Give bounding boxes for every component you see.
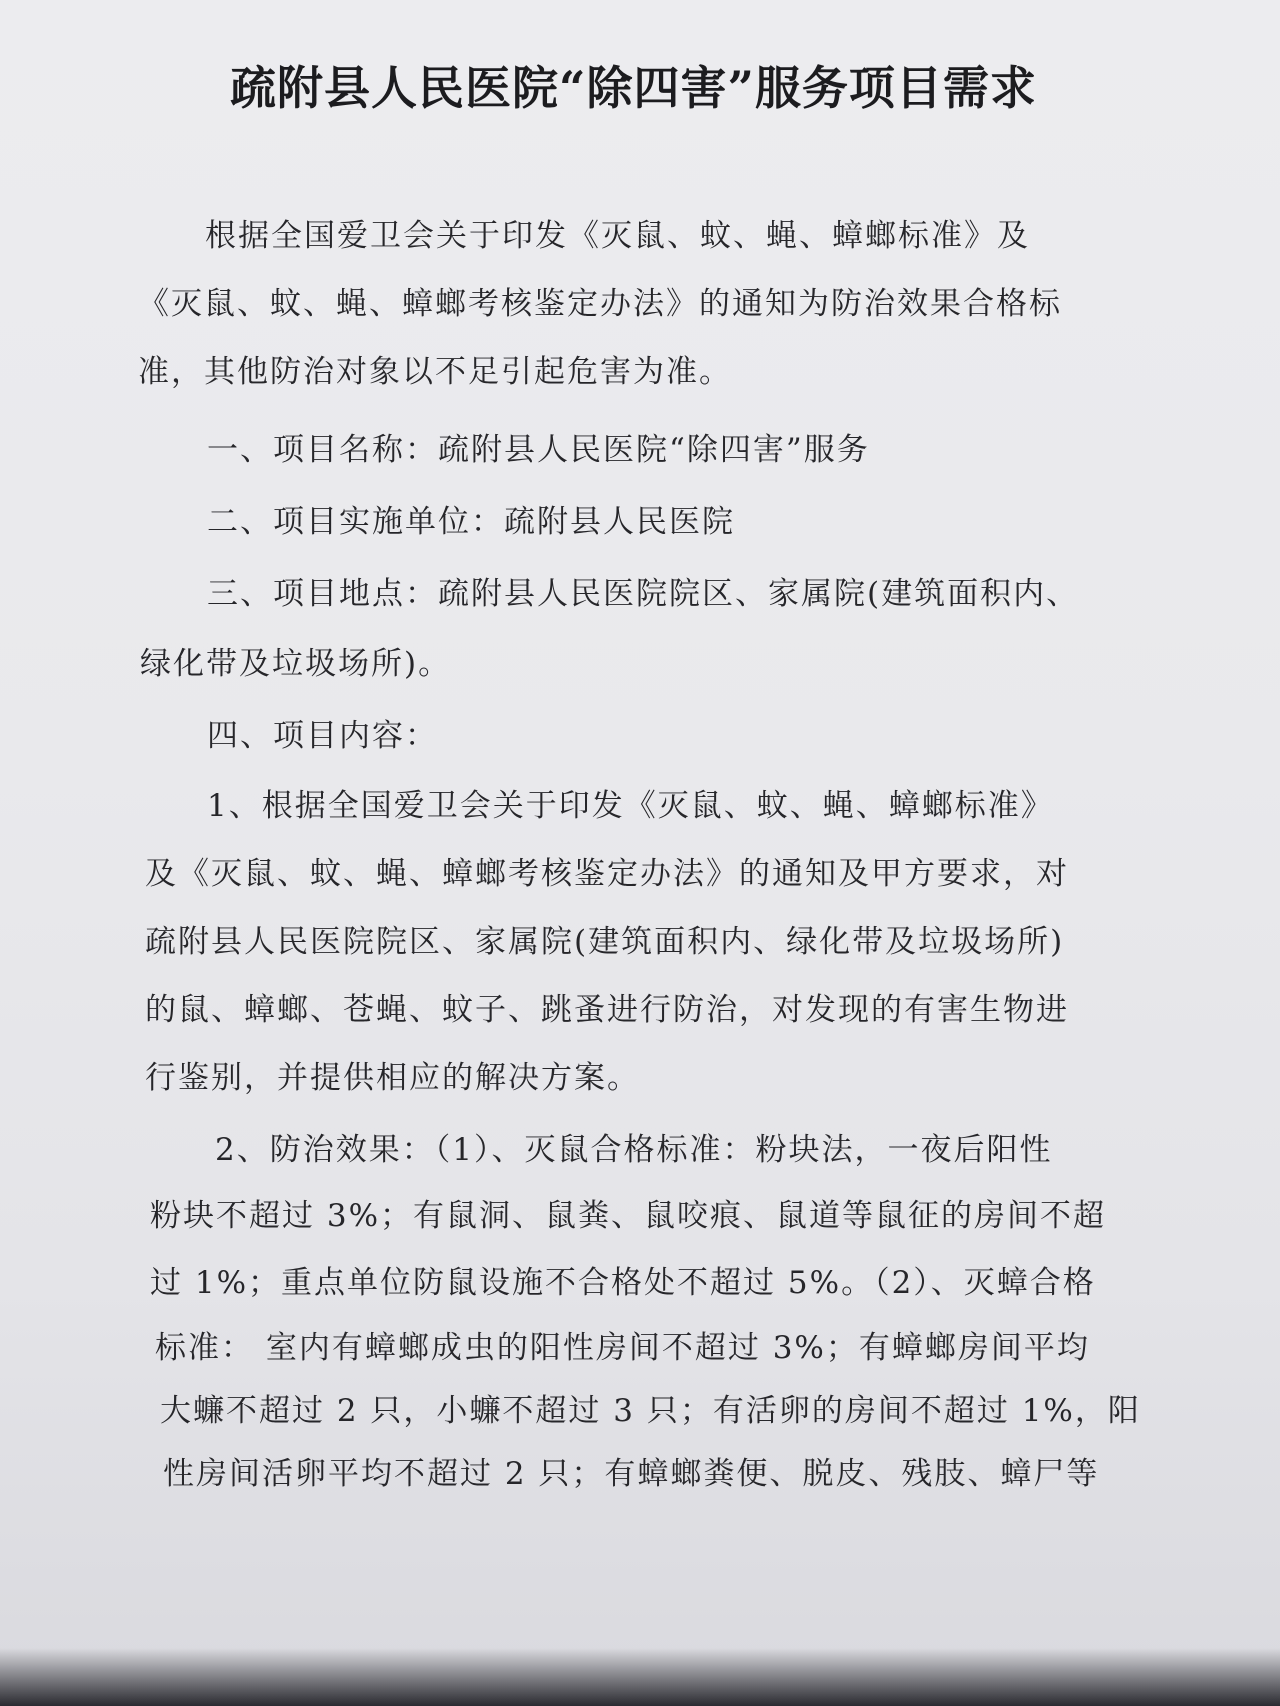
section-item-location: 三、项目地点：疏附县人民医院院区、家属院(建筑面积内、	[207, 576, 1080, 612]
document-title: 疏附县人民医院“除四害”服务项目需求	[230, 61, 1037, 115]
paragraph-line: 2、防治效果：（1）、灭鼠合格标准：粉块法，一夜后阳性	[215, 1132, 1053, 1168]
paragraph-line: 的鼠、蟑螂、苍蝇、蚊子、跳蚤进行防治，对发现的有害生物进	[145, 992, 1069, 1028]
paragraph-line: 大蠊不超过 2 只，小蠊不超过 3 只；有活卵的房间不超过 1%，阳	[160, 1393, 1141, 1429]
paragraph-line: 性房间活卵平均不超过 2 只；有蟑螂粪便、脱皮、残肢、蟑尸等	[163, 1456, 1100, 1492]
section-item-name: 一、项目名称：疏附县人民医院“除四害”服务	[207, 432, 870, 468]
paragraph-line: 行鉴别，并提供相应的解决方案。	[145, 1060, 640, 1096]
paragraph-line: 绿化带及垃圾场所)。	[140, 646, 452, 682]
paragraph-line: 及《灭鼠、蚊、蝇、蟑螂考核鉴定办法》的通知及甲方要求，对	[145, 856, 1069, 892]
paragraph-line: 准，其他防治对象以不足引起危害为准。	[138, 354, 732, 390]
paragraph-line: 疏附县人民医院院区、家属院(建筑面积内、绿化带及垃圾场所)	[145, 924, 1065, 960]
bottom-shadow	[0, 1648, 1280, 1706]
paragraph-line: 标准： 室内有蟑螂成虫的阳性房间不超过 3%；有蟑螂房间平均	[155, 1330, 1090, 1366]
paragraph-line: 过 1%；重点单位防鼠设施不合格处不超过 5%。（2）、灭蟑合格	[150, 1265, 1096, 1301]
paragraph-line: 粉块不超过 3%；有鼠洞、鼠粪、鼠咬痕、鼠道等鼠征的房间不超	[150, 1198, 1107, 1234]
paragraph-line: 1、根据全国爱卫会关于印发《灭鼠、蚊、蝇、蟑螂标准》	[207, 788, 1054, 824]
section-item-unit: 二、项目实施单位：疏附县人民医院	[207, 504, 735, 540]
paragraph-line: 《灭鼠、蚊、蝇、蟑螂考核鉴定办法》的通知为防治效果合格标	[138, 286, 1062, 322]
section-item-content: 四、项目内容：	[207, 718, 438, 754]
paragraph-line: 根据全国爱卫会关于印发《灭鼠、蚊、蝇、蟑螂标准》及	[205, 218, 1030, 254]
